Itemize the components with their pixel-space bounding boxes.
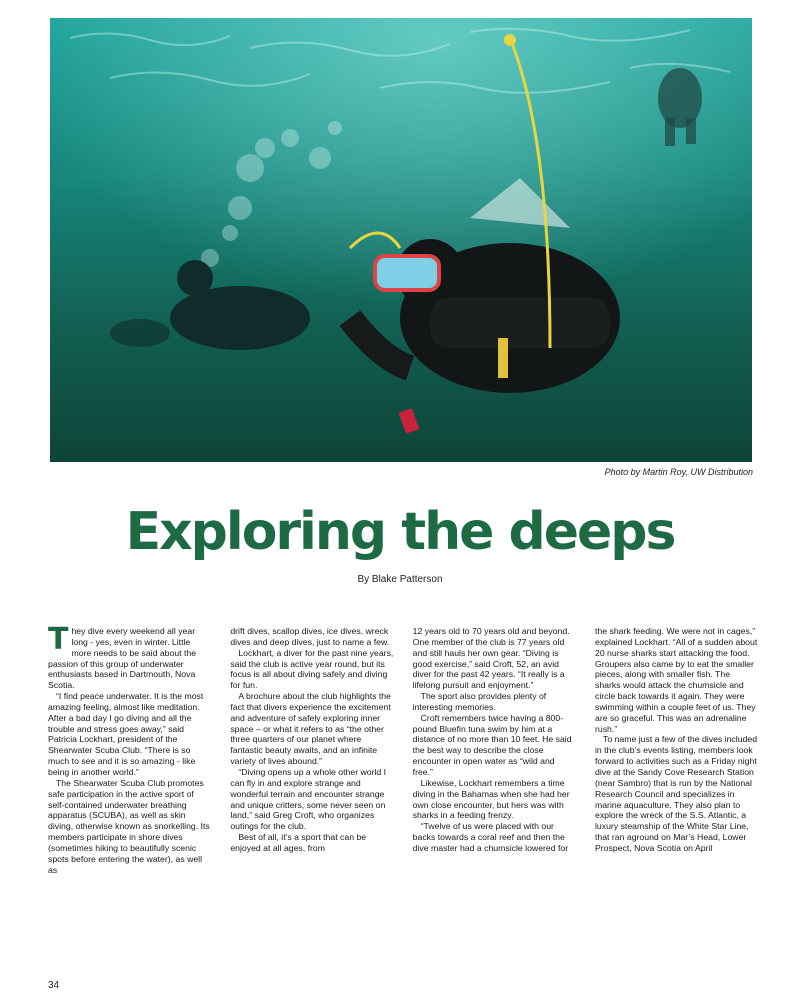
paragraph: “Twelve of us were placed with our backs towards a coral reef and then the dive master had a chumsicle lowered for xyxy=(412,821,569,853)
article-byline: By Blake Patterson xyxy=(357,574,443,585)
photo-credit: Photo by Martin Roy, UW Distribution xyxy=(604,467,753,477)
paragraph: “Diving opens up a whole other world I can fly in and explore strange and wonderful terrain and encounter strange and unique critters, some never seen on land,” said Greg Croft, who organizes outings for the club. xyxy=(230,766,387,832)
paragraph: 12 years old to 70 years old and beyond. One member of the club is 77 years old and still hauls her own gear. “Diving is good exercise,” said Croft, 52, an avid diver for the past 42 years. “It really is a lifelong pursuit and enjoyment.” xyxy=(412,626,570,691)
paragraph: Likewise, Lockhart remembers a time diving in the Bahamas when she had her own close encounter, but hers was with sharks in a feeding frenzy. xyxy=(412,777,570,821)
underwater-scene xyxy=(50,18,752,462)
paragraph: To name just a few of the dives included in the club’s events listing, members look forward to activities such as a Friday night dive at the Sandy Cove Research Station (near Sambro) that is run by the National Research Council and specializes in marine aquaculture. They also plan to explore the wreck of the S.S. Atlantic, a luxury steamship of the White Star Line, that ran aground on Mar’s Head, Lower Prospect, Nova Scotia on April xyxy=(594,734,758,853)
article-column-1 xyxy=(48,626,211,974)
paragraph: Lockhart, a diver for the past nine years, said the club is active year round, but its focus is all about diving safely and diving for fun. xyxy=(230,647,394,691)
article-column-3 xyxy=(413,626,576,974)
paragraph: Croft remembers twice having a 800-pound Bluefin tuna swim by him at a distance of no more than 10 feet. He said the best way to describe the close encounter in open water as “wild and free.” xyxy=(412,712,572,777)
diver-photo xyxy=(50,18,752,462)
paragraph: Best of all, it’s a sport that can be enjoyed at all ages, from xyxy=(230,832,367,853)
article-column-4 xyxy=(595,626,758,974)
paragraph: The Shearwater Scuba Club promotes safe participation in the active sport of self-contained underwater breathing apparatus (SCUBA), as well as skin diving, otherwise known as snorkelling. Its members participate in shore dives (sometimes hiking to beautifully scenic spots before entering the water), as well as xyxy=(48,777,210,875)
article-body xyxy=(48,626,758,974)
drop-cap: T xyxy=(48,626,69,657)
paragraph: “I find peace underwater. It is the most amazing feeling, almost like meditation. After a bad day I go diving and all the trouble and stress goes away,” said Patricia Lockhart, president of the Shearwater Scuba Club. “There is so much to see and it is so amazing - like being in another world.” xyxy=(48,691,204,777)
paragraph: the shark feeding. We were not in cages,” explained Lockhart. “All of a sudden about 20 nurse sharks start attacking the food. Groupers also came by to eat the smaller pieces, along with smaller fish. The sharks would attack the chumsicle and circle back towards it again. They were swimming within a couple feet of us. They are so graceful. This was an adrenaline rush.” xyxy=(594,626,758,734)
paragraph: hey dive every weekend all year long - yes, even in winter. Little more needs to be said about the passion of this group of underwater enthusiasts based in Dartmouth, Nova Scotia. xyxy=(48,626,197,691)
paragraph: drift dives, scallop dives, ice dives, wreck dives and deep dives, just to name a few. xyxy=(230,626,390,647)
article-title: Exploring the deeps xyxy=(125,502,675,562)
paragraph: The sport also provides plenty of interesting memories. xyxy=(412,691,547,712)
article-column-2 xyxy=(230,626,393,974)
page-number: 34 xyxy=(48,980,60,991)
paragraph: A brochure about the club highlights the fact that divers experience the excitement and adventure of safely exploring inner space – or what it refers to as “the other three quarters of our planet where fantastic beauty awaits, and an infinite variety of lives abound.” xyxy=(230,691,391,767)
